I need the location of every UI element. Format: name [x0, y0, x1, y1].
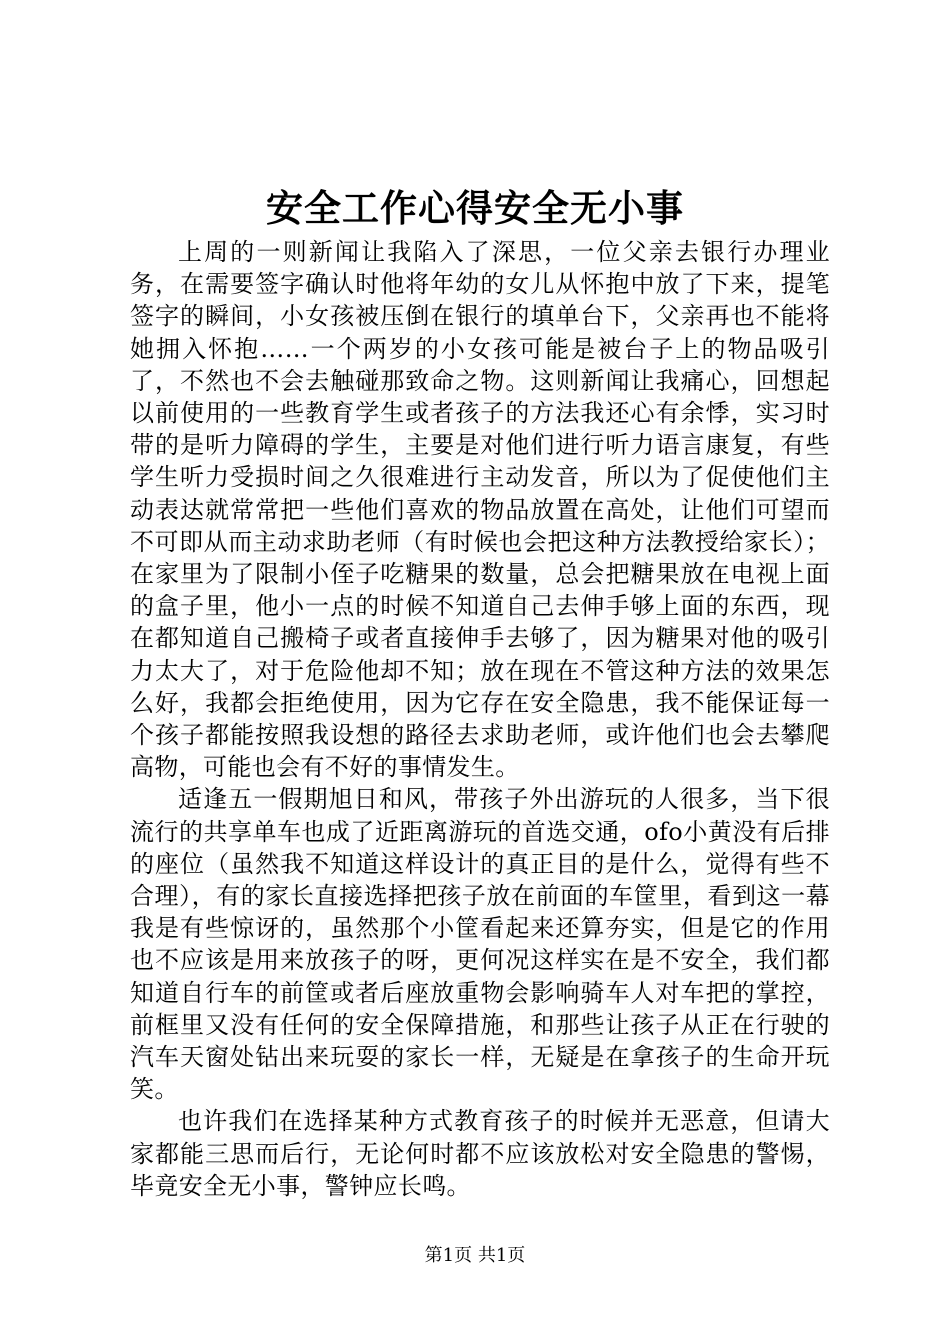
- document-title: 安全工作心得安全无小事: [266, 186, 684, 230]
- paragraph-3: 也许我们在选择某种方式教育孩子的时候并无恶意，但请大家都能三思而后行，无论何时都不应该放松对安全隐患的警惕，毕竟安全无小事，警钟应长鸣。: [130, 1107, 830, 1200]
- document-body: [130, 236, 830, 1202]
- page-footer: 第1页 共1页: [424, 1245, 526, 1266]
- paragraph-1: 上周的一则新闻让我陷入了深思，一位父亲去银行办理业务，在需要签字确认时他将年幼的女儿从怀抱中放了下来，提笔签字的瞬间，小女孩被压倒在银行的填单台下，父亲再也不能将她拥入怀抱……一个两岁的小女孩可能是被台子上的物品吸引了，不然也不会去触碰那致命之物。这则新闻让我痛心，回想起以前使用的一些教育学生或者孩子的方法我还心有余悸，实习时带的是听力障碍的学生，主要是对他们进行听力语言康复，有些学生听力受损时间之久很难进行主动发音，所以为了促使他们主动表达就常常把一些他们喜欢的物品放置在高处，让他们可望而不可即从而主动求助老师（有时候也会把这种方法教授给家长）；在家里为了限制小侄子吃糖果的数量，总会把糖果放在电视上面的盒子里，他小一点的时候不知道自己去伸手够上面的东西，现在都知道自己搬椅子或者直接伸手去够了，因为糖果对他的吸引力太大了，对于危险他却不知；放在现在不管这种方法的效果怎么好，我都会拒绝使用，因为它存在安全隐患，我不能保证每一个孩子都能按照我设想的路径去求助老师，或许他们也会去攀爬高物，可能也会有不好的事情发生。: [130, 238, 830, 782]
- paragraph-2: 适逢五一假期旭日和风，带孩子外出游玩的人很多，当下很流行的共享单车也成了近距离游玩的首选交通，ofo小黄没有后排的座位（虽然我不知道这样设计的真正目的是什么，觉得有些不合理），有的家长直接选择把孩子放在前面的车筐里，看到这一幕我是有些惊讶的，虽然那个小筐看起来还算夯实，但是它的作用也不应该是用来放孩子的呀，更何况这样实在是不安全，我们都知道自行车的前筐或者后座放重物会影响骑车人对车把的掌控，前框里又没有任何的安全保障措施，和那些让孩子从正在行驶的汽车天窗处钻出来玩耍的家长一样，无疑是在拿孩子的生命开玩笑。: [130, 785, 830, 1104]
